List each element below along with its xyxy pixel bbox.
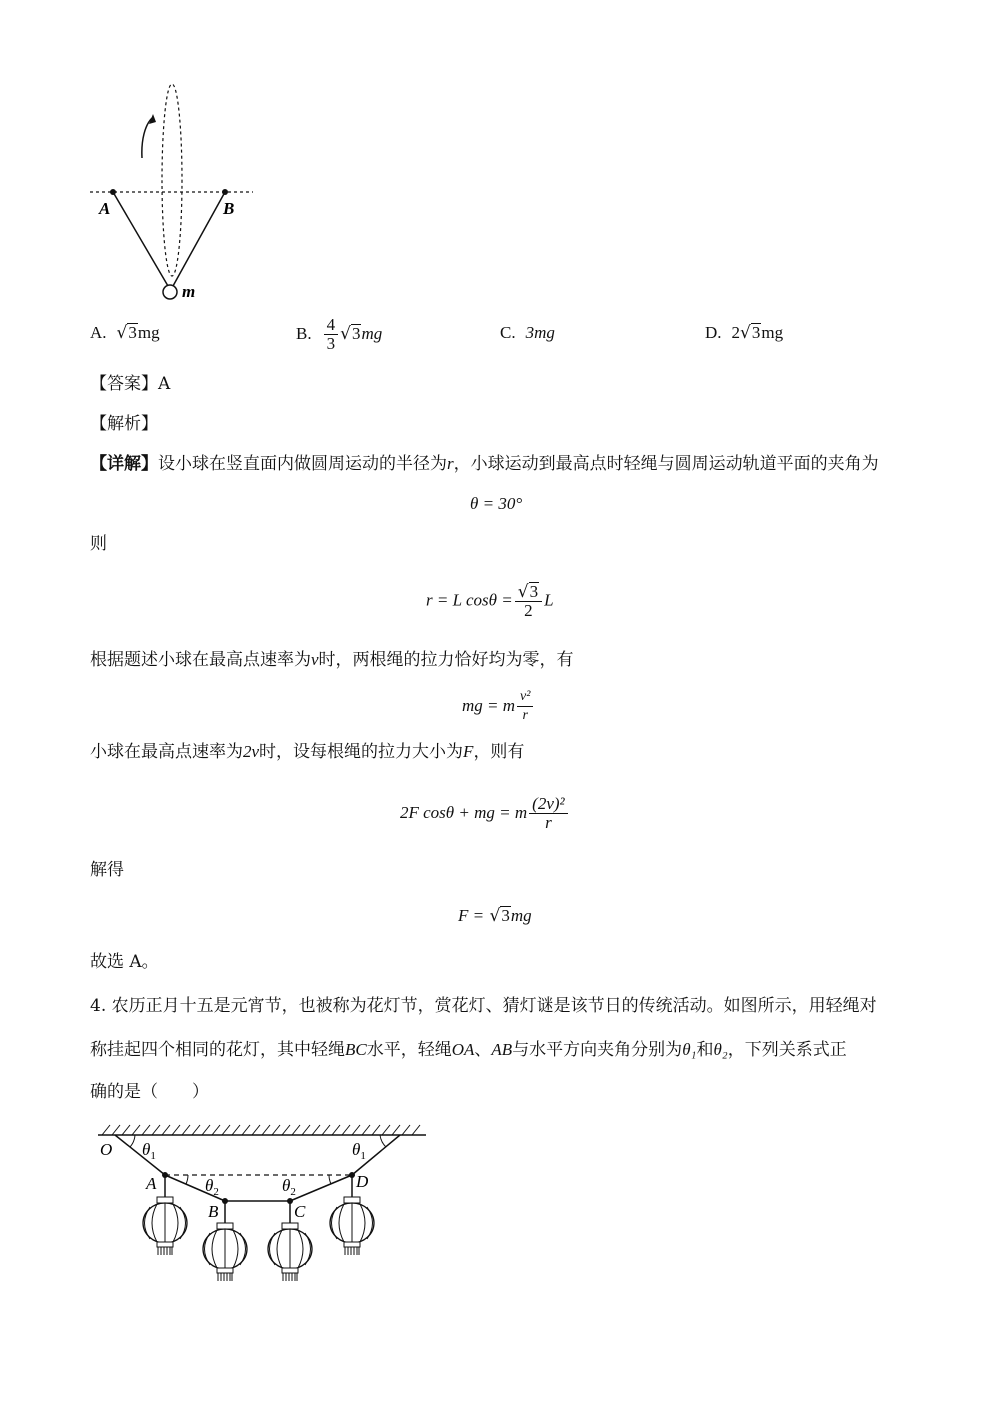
arc-theta1-right (380, 1135, 386, 1147)
label-c2: C (294, 1202, 306, 1221)
q4-oa: OA (451, 1040, 475, 1059)
choice-a[interactable]: A. √3mg (90, 323, 160, 343)
choice-b[interactable]: B. $\frac{4}{3}$ √3mg (296, 315, 383, 353)
eq-theta: θ = 30° (470, 494, 523, 513)
arc-theta2-right (329, 1175, 331, 1184)
lantern-icon (268, 1223, 312, 1281)
label-theta2-right: $\theta_2$ (282, 1176, 296, 1198)
choice-a-root: 3 (128, 323, 137, 342)
choice-c-text: 3mg (525, 323, 555, 342)
ceiling-hatch (102, 1125, 420, 1135)
choice-d-coef: 2 (731, 323, 741, 342)
arc-theta2-left (186, 1175, 188, 1184)
q4-theta1: θ₁ (682, 1040, 697, 1059)
detail-f: F (463, 742, 474, 761)
eq-final-lhs: F = (458, 906, 485, 925)
string-b (173, 192, 225, 286)
eq-final-root: 3 (501, 906, 510, 925)
q4-and: 和 (696, 1040, 714, 1060)
eq-mg-lhs: mg = m (462, 696, 516, 715)
lantern-icon (203, 1223, 247, 1281)
eq-r-tail: L (544, 590, 554, 610)
detail-line1-post: ，小球运动到最高点时轻绳与圆周运动轨道平面的夹角为 (453, 454, 879, 474)
choice-a-text: mg (137, 323, 160, 342)
label-o: O (100, 1140, 113, 1159)
string-a (113, 192, 168, 286)
choice-d-root: 3 (751, 323, 761, 342)
choice-b-root: 3 (351, 324, 361, 343)
eq-mg (462, 688, 535, 725)
then-text: 则 (90, 534, 107, 554)
detail-head: 【详解】 (90, 454, 158, 474)
label-m: m (182, 282, 196, 301)
answer-line: 【答案】A (90, 374, 171, 394)
rotation-arrow-icon (142, 118, 152, 158)
detail-line3-post: ，则有 (473, 742, 525, 762)
rope-cd (290, 1175, 352, 1201)
eq-final-tail: mg (510, 906, 532, 925)
q4-line-3: 确的是（ ） (90, 1082, 209, 1102)
eq-r-lhs: r = L cosθ = (426, 590, 513, 610)
figure-lanterns (90, 1115, 435, 1290)
eq-f-den: r (545, 813, 552, 832)
dashed-circle-path (162, 84, 182, 276)
detail-line-3 (90, 740, 524, 764)
label-a2: A (146, 1174, 157, 1193)
lantern-icon (330, 1197, 374, 1255)
q4-bc: BC (345, 1040, 367, 1059)
figure-circular-motion (85, 80, 265, 310)
eq-r-den: 2 (524, 601, 533, 620)
detail-line2-post: 时，两根绳的拉力恰好均为零，有 (318, 650, 574, 670)
eq-mg-num: v² (517, 688, 533, 707)
choice-d-text: mg (761, 323, 784, 342)
q4-sep: 、 (474, 1040, 492, 1060)
lantern-icon (143, 1197, 187, 1255)
eq-r: r = L cosθ = $\frac{√3}{2}$ L (426, 582, 554, 620)
detail-line3-pre: 小球在最高点速率为 (90, 742, 243, 762)
detail-v: v (311, 650, 319, 669)
eq-f-num: (2v)² (529, 795, 567, 814)
ball-m (163, 285, 177, 299)
choice-b-text: mg (361, 324, 383, 343)
label-theta2-left: $\theta_2$ (205, 1176, 219, 1198)
conclude-text: 故选 A。 (90, 952, 159, 972)
label-theta1-right: $\theta_1$ (352, 1140, 366, 1162)
detail-line1-pre: 设小球在竖直面内做圆周运动的半径为 (158, 454, 447, 474)
eq-f-lhs: 2F cosθ + mg = m (400, 803, 528, 822)
q4-line2-mid1: 水平，轻绳 (366, 1040, 452, 1060)
detail-r: r (447, 454, 454, 473)
eq-r-num: 3 (529, 582, 539, 601)
choice-b-num: 4 (324, 316, 339, 335)
q4-line-2 (90, 1038, 847, 1062)
label-d2: D (356, 1172, 369, 1191)
eq-final: F = √3mg (458, 906, 532, 926)
point-b (222, 189, 228, 195)
label-theta1-left: $\theta_1$ (142, 1140, 156, 1162)
detail-line2-pre: 根据题述小球在最高点速率为 (90, 650, 311, 670)
arc-theta1-left (130, 1135, 135, 1147)
label-b: B (223, 199, 235, 218)
detail-line-1 (90, 452, 879, 476)
q4-line-1: 4. 农历正月十五是元宵节，也被称为花灯节，赏花灯、猜灯谜是该节日的传统活动。如图所示，用轻绳对 (90, 996, 877, 1016)
q4-theta2: θ₂ (713, 1040, 728, 1059)
choice-b-den: 3 (326, 334, 336, 353)
choice-b-letter: B. (296, 324, 312, 343)
rope-oa (115, 1135, 165, 1175)
detail-line3-mid: 时，设每根绳的拉力大小为 (259, 742, 464, 762)
choice-d-letter: D. (705, 323, 722, 342)
solve-text: 解得 (90, 860, 124, 880)
point-a (110, 189, 116, 195)
detail-2v: 2v (243, 742, 260, 761)
arrow-head-icon (149, 114, 156, 124)
choice-c[interactable] (500, 323, 555, 343)
q4-line2-post: ，下列关系式正 (727, 1040, 847, 1060)
choice-d[interactable]: D. 2√3mg (705, 323, 784, 343)
analysis-line: 【解析】 (90, 414, 158, 434)
detail-line-2 (90, 648, 574, 672)
eq-mg-den: r (522, 708, 528, 723)
choice-a-letter: A. (90, 323, 107, 342)
label-b2: B (208, 1202, 219, 1221)
choice-c-letter: C. (500, 323, 516, 342)
q4-line2-pre: 称挂起四个相同的花灯，其中轻绳 (90, 1040, 345, 1060)
eq-force (400, 795, 570, 832)
label-a: A (99, 199, 111, 218)
q4-line2-mid2: 与水平方向夹角分别为 (512, 1040, 683, 1060)
q4-ab: AB (491, 1040, 513, 1059)
